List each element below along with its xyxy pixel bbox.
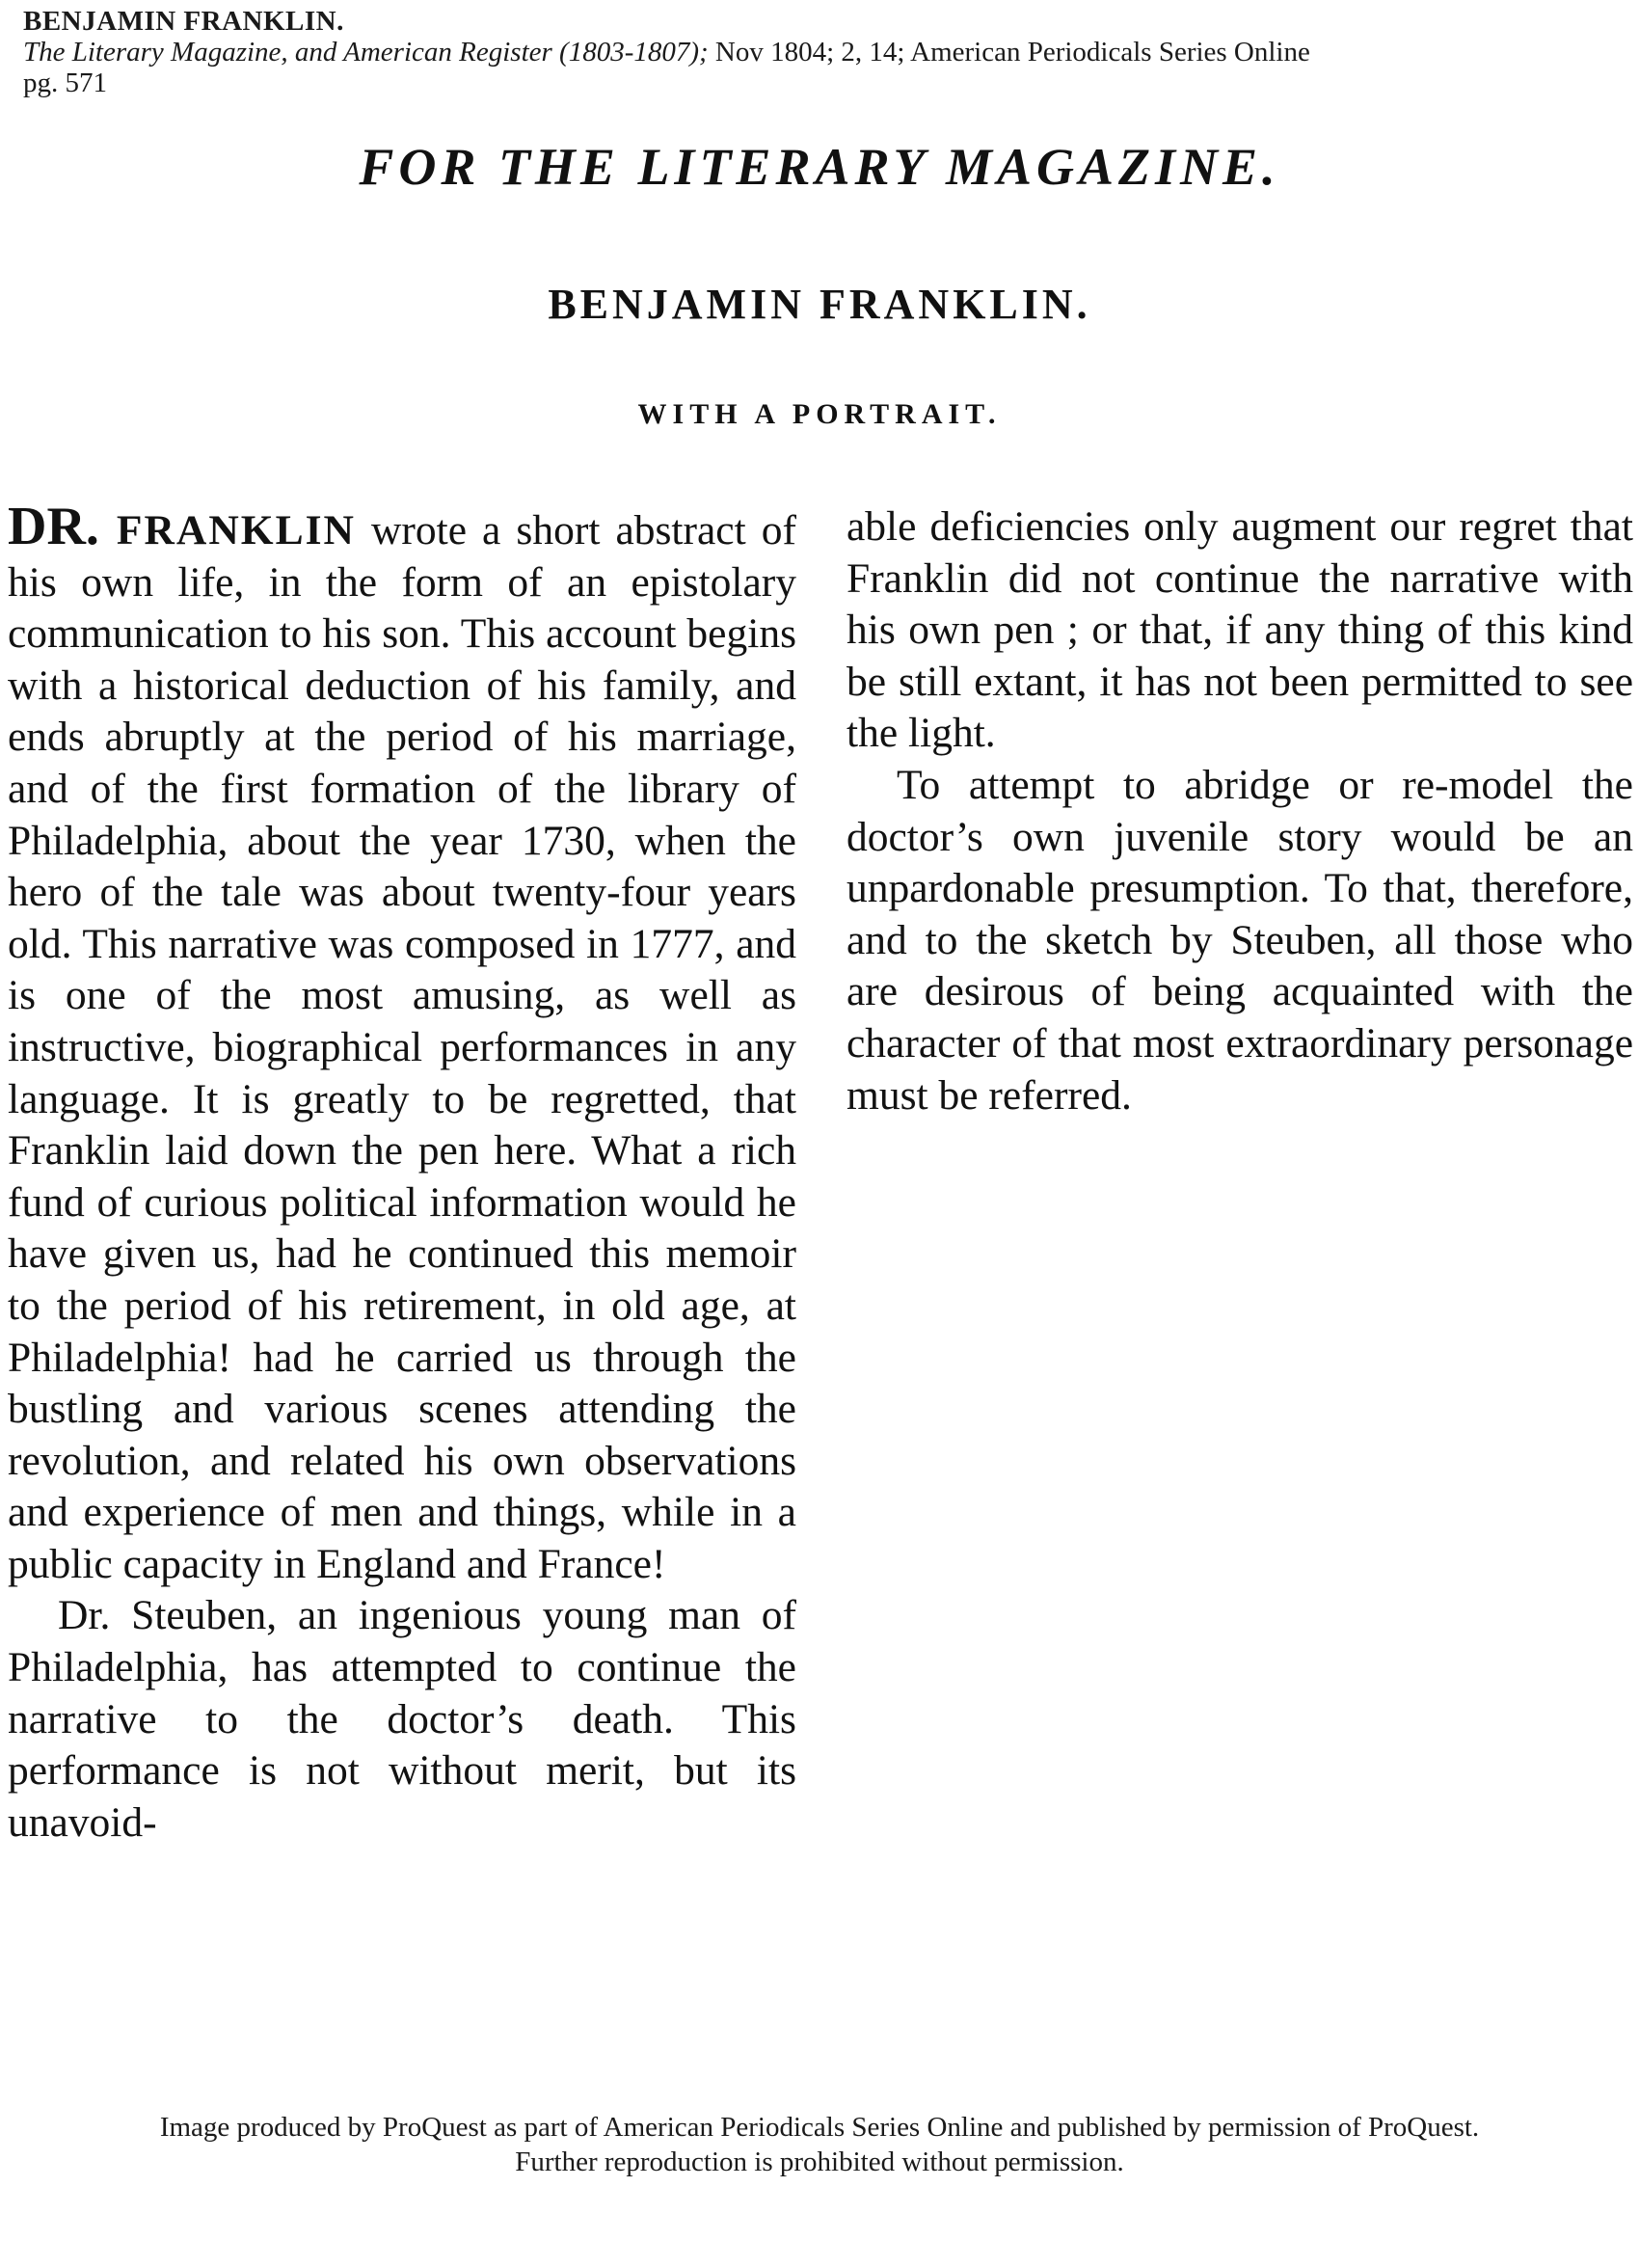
- citation-page: pg. 571: [23, 68, 107, 98]
- footer-line-2: Further reproduction is prohibited without permission.: [515, 2146, 1124, 2177]
- paragraph-1-text: wrote a short abstract of his own life, in the form of an epistolary communication to his son. This account begins with a historical deduction of his family, and ends abruptly at the period of his marriage, and of the first formation of the library of Philadelphia, about the year 1730, when the hero of the tale was about twenty-four years old. This narrative was composed in 1777, and is one of the most amusing, as well as instructive, biographical performances in any language. It is greatly to be regretted, that Franklin laid down the pen here. What a rich fund of curious political information would he have given us, had he continued this memoir to the period of his retirement, in old age, at Philadelphia! had he carried us through the bustling and various scenes attending the revolution, and related his own observations and experience of men and things, while in a public capacity in England and France!: [8, 507, 796, 1587]
- paragraph-3: To attempt to abridge or re-model the doctor’s own juvenile story would be an unpardonable presumption. To that, therefore, and to the sketch by Steuben, all those who are desirous of being acquainted with the character of that most extraordinary personage must be referred.: [846, 761, 1633, 1119]
- footer-line-1: Image produced by ProQuest as part of American Periodicals Series Online and published by permission of ProQuest.: [159, 2112, 1480, 2143]
- lead-word: FRANKLIN: [98, 507, 356, 554]
- permission-footer: [0, 2110, 1639, 2179]
- paragraph-2-start: Dr. Steuben, an ingenious young man of Philadelphia, has attempted to continue the narrative to the doctor’s death. This performance is not without merit, but its unavoid-: [8, 1592, 796, 1846]
- magazine-heading: FOR THE LITERARY MAGAZINE.: [359, 138, 1280, 196]
- citation-source-line: [23, 37, 1604, 68]
- citation-article-title: BENJAMIN FRANKLIN.: [23, 6, 344, 37]
- paragraph-1: [8, 497, 796, 1590]
- article-title: BENJAMIN FRANKLIN.: [548, 281, 1091, 328]
- citation-journal: The Literary Magazine, and American Register (1803-1807);: [23, 37, 709, 68]
- article-subtitle: WITH A PORTRAIT.: [637, 398, 1002, 430]
- citation-header: [23, 6, 1604, 98]
- right-column: [846, 501, 1633, 1121]
- left-column: [8, 497, 796, 1849]
- drop-cap: DR.: [8, 497, 99, 556]
- paragraph-2-continued: able deficiencies only augment our regret that Franklin did not continue the narrative with his own pen ; or that, if any thing of this kind be still extant, it has not been permitted to see the light.: [846, 503, 1633, 757]
- citation-issue-info: Nov 1804; 2, 14; American Periodicals Series Online: [708, 37, 1310, 68]
